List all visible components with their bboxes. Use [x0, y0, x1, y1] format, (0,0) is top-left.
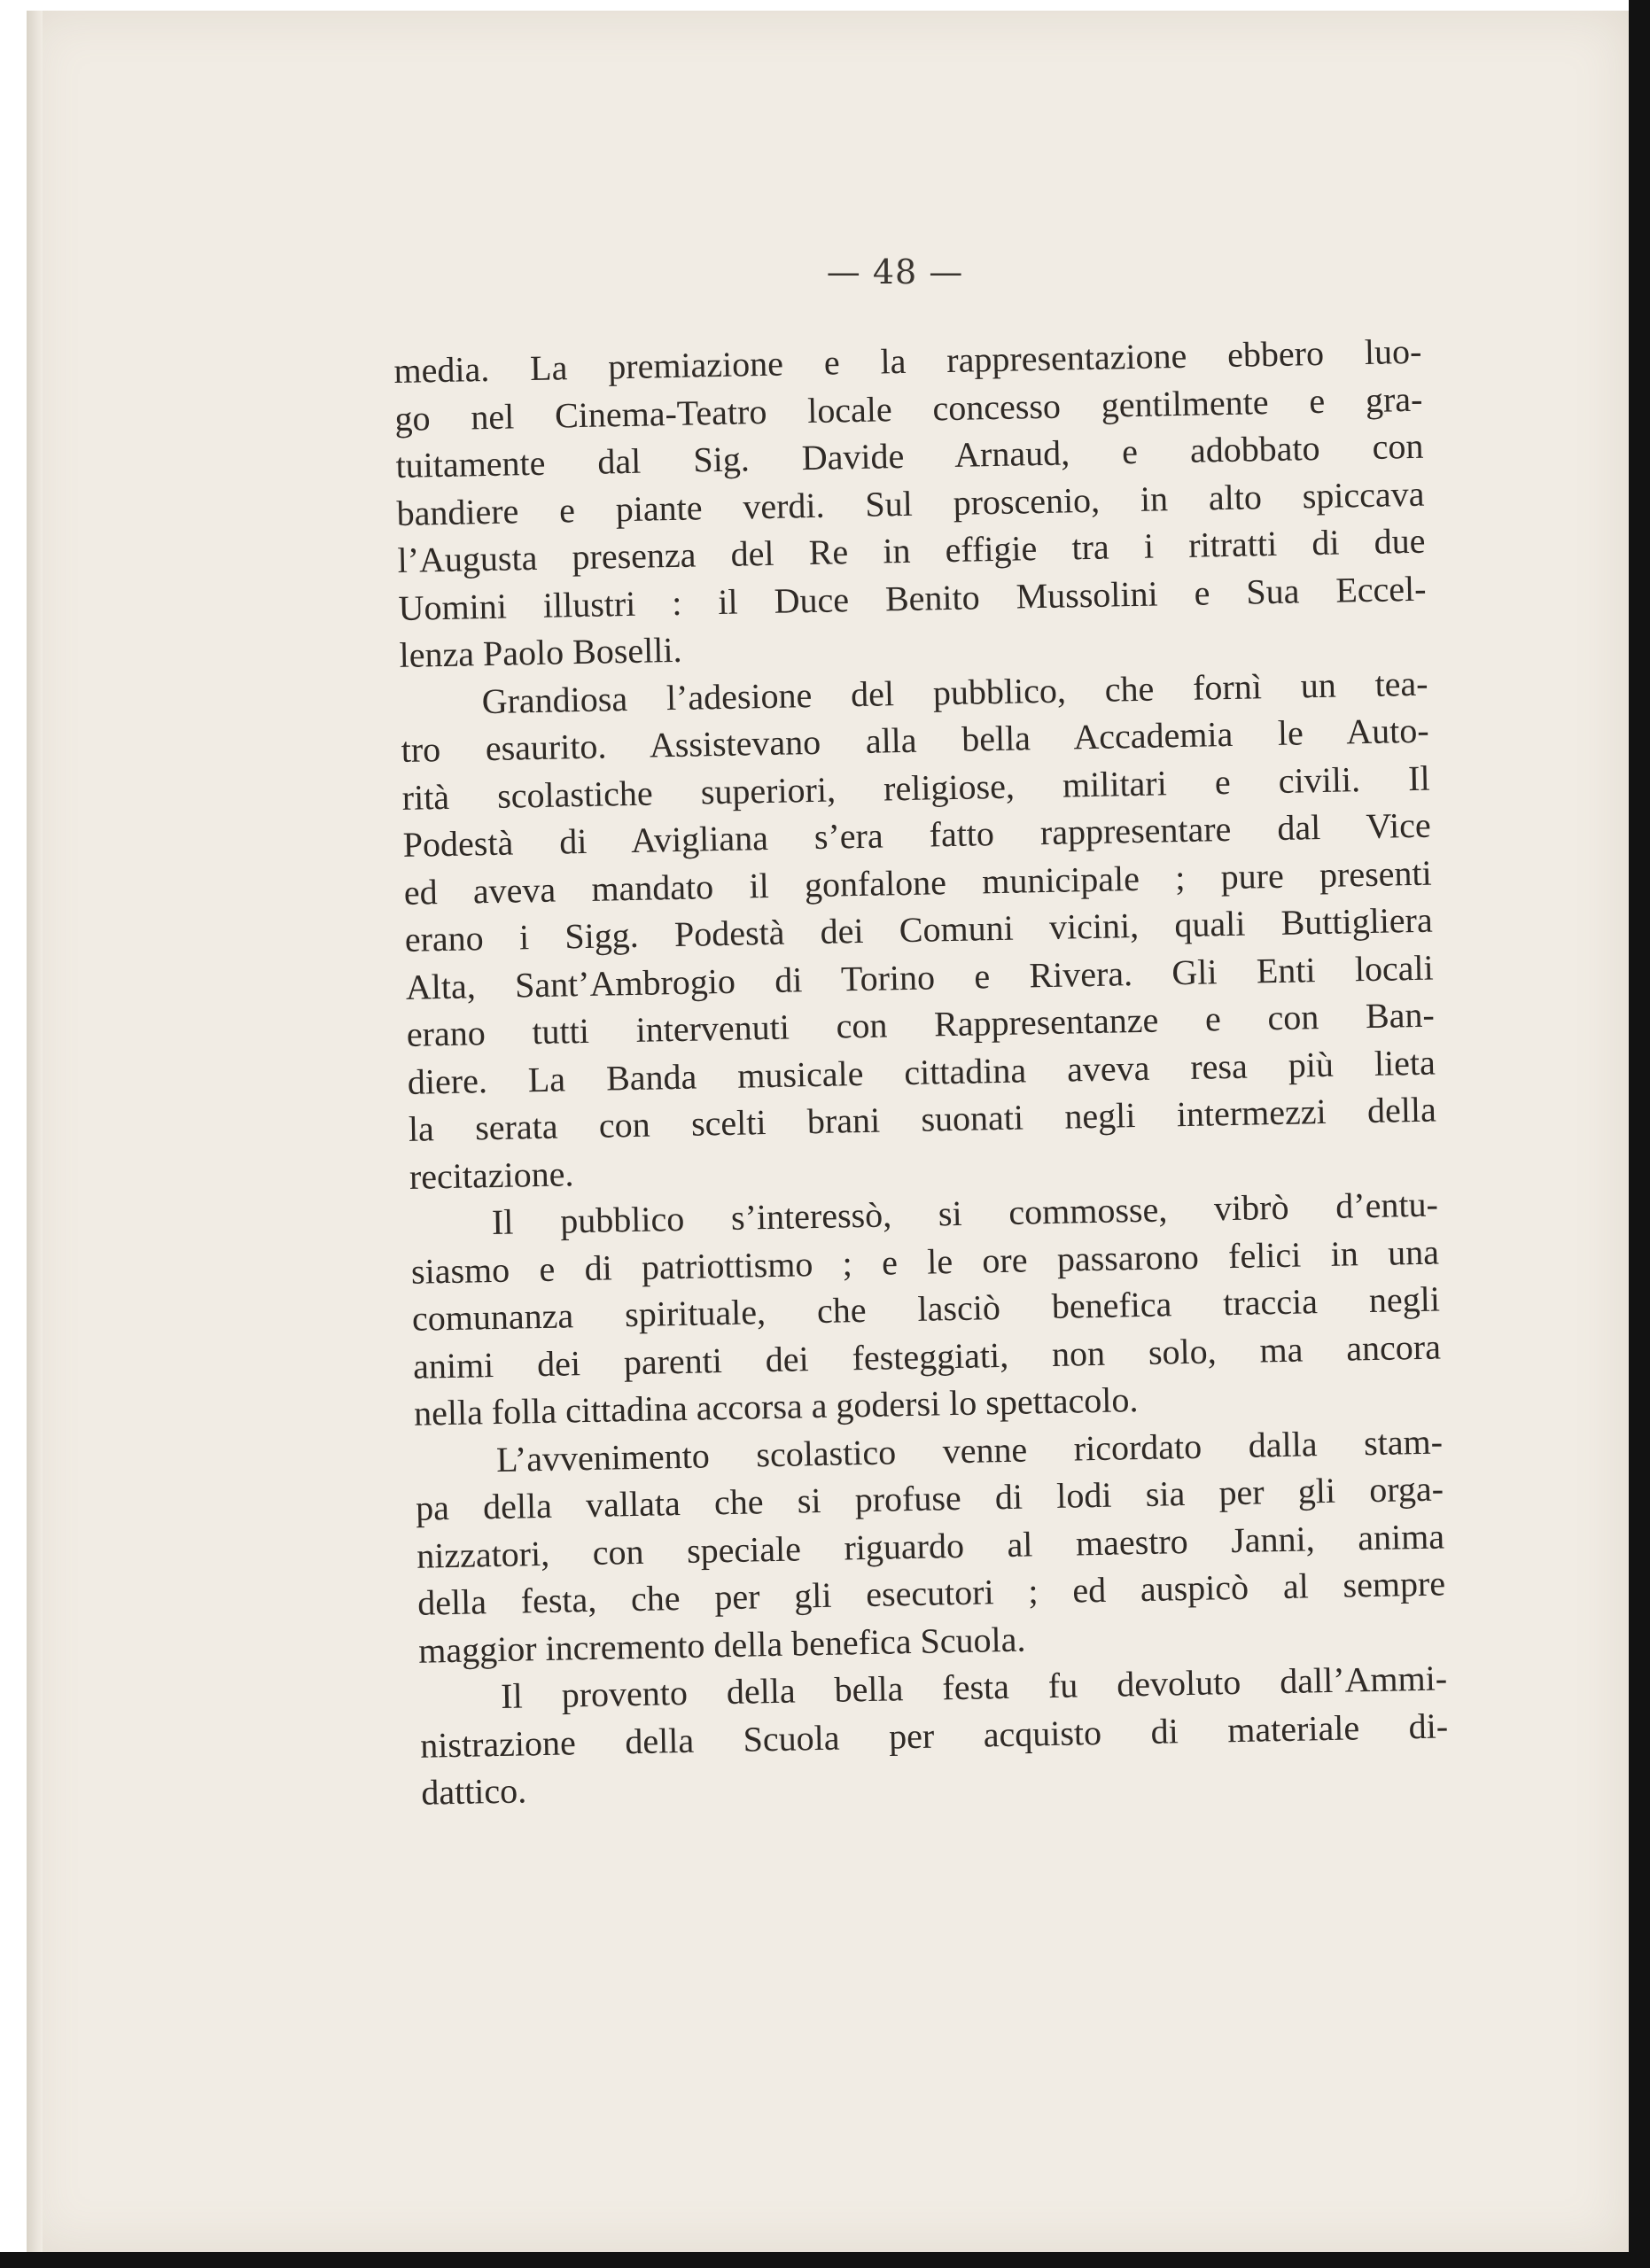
text-line: recitazione.	[409, 1153, 574, 1197]
text-line: go nel Cinema-Teatro locale concesso gentilmente e gra-	[394, 378, 1423, 439]
text-line: erano tutti intervenuti con Rappresentanze e con Ban-	[406, 994, 1436, 1054]
text-line: rità scolastiche superiori, religiose, militari e civili. Il	[401, 757, 1430, 818]
text-line: comunanza spirituale, che lasciò benefica traccia negli	[411, 1278, 1441, 1339]
text-line: l’Augusta presenza del Re in effigie tra i ritratti di due	[397, 520, 1426, 580]
text-line: Grandiosa l’adesione del pubblico, che fornì un tea-	[481, 663, 1428, 721]
text-line: L’avvenimento scolastico venne ricordato dalla stam-	[495, 1421, 1444, 1480]
text-line: ed aveva mandato il gonfalone municipale ; pure presenti	[403, 852, 1433, 913]
text-line: Alta, Sant’Ambrogio di Torino e Rivera. Gli Enti locali	[405, 947, 1435, 1007]
text-line: dattico.	[420, 1770, 527, 1813]
page-binding-shadow	[27, 11, 43, 2252]
text-line: maggior incremento della benefica Scuola.	[417, 1619, 1026, 1671]
page-number: — 48 —	[826, 252, 964, 291]
text-line: diere. La Banda musicale cittadina aveva resa più lieta	[407, 1042, 1436, 1102]
text-line: media. La premiazione e la rappresentazione ebbero luo-	[393, 330, 1422, 391]
text-line: tro esaurito. Assistevano alla bella Accademia le Auto-	[401, 710, 1429, 770]
text-line: della festa, che per gli esecutori ; ed auspicò al sempre	[416, 1563, 1446, 1623]
text-line: nizzatori, con speciale riguardo al maestro Janni, anima	[416, 1515, 1445, 1576]
text-line: Il provento della bella festa fu devoluto dall’Ammi-	[500, 1658, 1448, 1716]
scan-border-right	[1629, 0, 1650, 2268]
text-line: siasmo e di patriottismo ; e le ore passarono felici in una	[410, 1231, 1440, 1292]
text-line: Il pubblico s’interessò, si commosse, vibrò d’entu-	[491, 1184, 1439, 1243]
text-line: nistrazione della Scuola per acquisto di materiale di-	[419, 1705, 1449, 1766]
text-line: pa della vallata che si profuse di lodi sia per gli orga-	[415, 1468, 1444, 1528]
text-line: nella folla cittadina accorsa a godersi lo spettacolo.	[413, 1379, 1139, 1433]
text-line: animi dei parenti dei festeggiati, non solo, ma ancora	[412, 1326, 1442, 1386]
text-line: la serata con scelti brani suonati negli intermezzi della	[408, 1089, 1437, 1149]
body-text	[393, 328, 1450, 1816]
text-line: erano i Sigg. Podestà dei Comuni vicini, quali Buttigliera	[404, 899, 1434, 959]
text-line: Uomini illustri : il Duce Benito Mussolini e Sua Eccel-	[398, 568, 1427, 628]
text-line: bandiere e piante verdi. Sul proscenio, in alto spiccava	[396, 473, 1425, 533]
text-line: Podestà di Avigliana s’era fatto rappresentare dal Vice	[402, 804, 1431, 865]
text-line: lenza Paolo Boselli.	[399, 629, 682, 675]
text-line: tuitamente dal Sig. Davide Arnaud, e adobbato con	[395, 425, 1424, 485]
scan-border-bottom	[0, 2252, 1650, 2268]
